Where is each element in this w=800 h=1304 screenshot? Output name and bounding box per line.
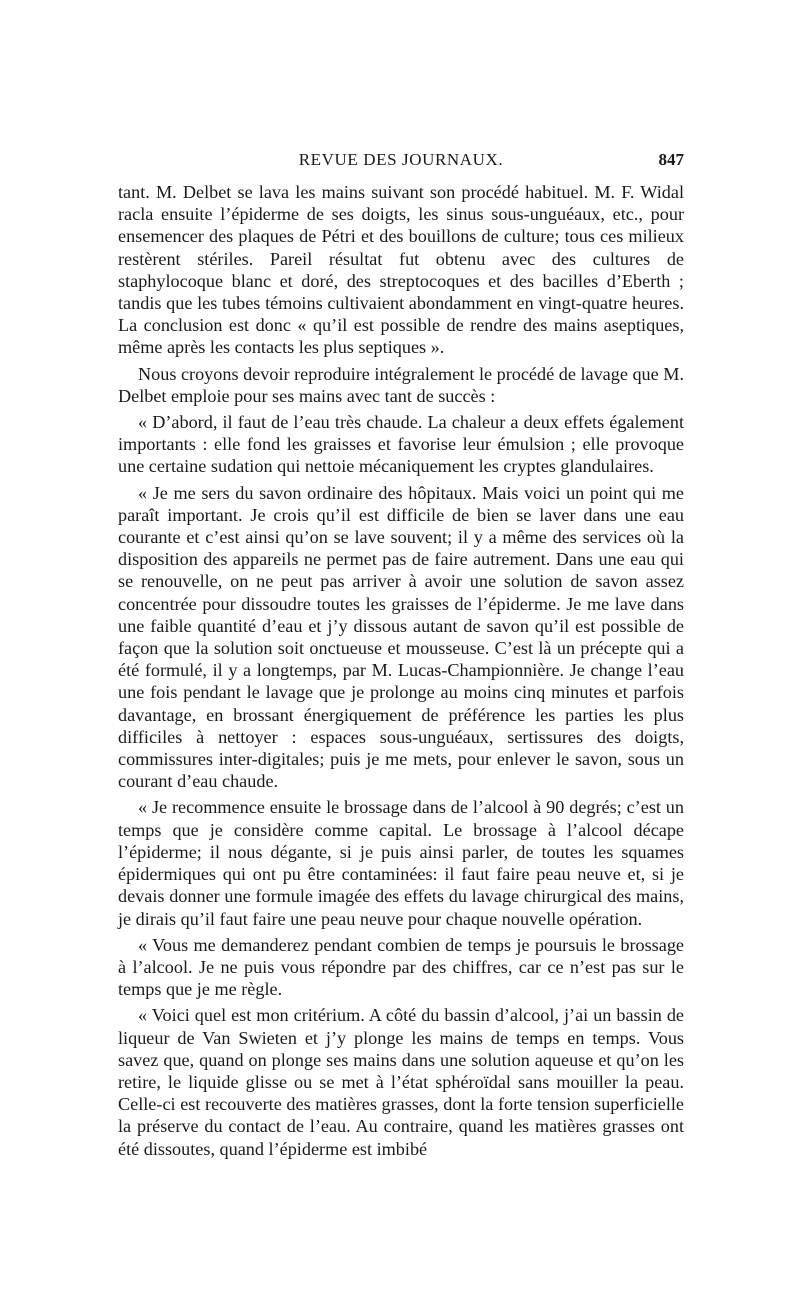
page-number: 847 <box>658 150 684 169</box>
running-header <box>118 150 684 174</box>
paragraph-continued: tant. M. Delbet se lava les mains suivant son procédé habituel. M. F. Widal racla ensuite l’épiderme de ses doigts, les sinus sous-unguéaux, etc., pour ensemencer des plaques de Pétri et des bouillons de culture; tous ces milieux restèrent stériles. Pareil résultat fut obtenu avec des cultures de staphylocoque blanc et doré, des streptocoques et des bacilles d’Eberth ; tandis que les tubes témoins cultivaient abondamment en vingt-quatre heures. La conclusion est donc « qu’il est possible de rendre des mains aseptiques, même après les contacts les plus septiques ». <box>118 182 684 358</box>
quote-paragraph: « D’abord, il faut de l’eau très chaude. La chaleur a deux effets également importants : elle fond les graisses et favorise leur émulsion ; elle provoque une certaine sudation qui nettoie mécaniquement les cryptes glandulaires. <box>118 412 684 477</box>
paragraph: Nous croyons devoir reproduire intégralement le procédé de lavage que M. Delbet emploie pour ses mains avec tant de succès : <box>118 363 684 406</box>
quote-paragraph: « Je me sers du savon ordinaire des hôpitaux. Mais voici un point qui me paraît important. Je crois qu’il est difficile de bien se laver dans une eau courante et c’est ainsi qu’on se lave souvent; il y a même des services où la disposition des appareils ne permet pas de faire autrement. Dans une eau qui se renouvelle, on ne peut pas arriver à avoir une solution de savon assez concentrée pour dissoudre toutes les graisses de l’épiderme. Je me lave dans une faible quantité d’eau et j’y dissous autant de savon qu’il est possible de façon que la solution soit onctueuse et mousseuse. C’est là un précepte qui a été formulé, il y a longtemps, par M. Lucas-Championnière. Je change l’eau une fois pendant le lavage que je prolonge au moins cinq minutes et parfois davantage, en brossant énergiquement de préférence les parties les plus difficiles à nettoyer : espaces sous-unguéaux, sertissures des doigts, commissures inter-digitales; puis je me mets, pour enlever le savon, sous un courant d’eau chaude. <box>118 482 684 792</box>
quote-paragraph: « Vous me demanderez pendant combien de temps je poursuis le brossage à l’alcool. Je ne puis vous répondre par des chiffres, car ce n’est pas sur le temps que je me règle. <box>118 934 684 1000</box>
running-title: REVUE DES JOURNAUX. <box>298 150 504 169</box>
quote-paragraph: « Voici quel est mon critérium. A côté du bassin d’alcool, j’ai un bassin de liqueur de Van Swieten et j’y plonge les mains de temps en temps. Vous savez que, quand on plonge ses mains dans une solution aqueuse et qu’on les retire, le liquide glisse ou se met à l’état sphéroïdal sans mouiller la peau. Celle-ci est recouverte des matières grasses, dont la forte tension superficielle la préserve du contact de l’eau. Au contraire, quand les matières grasses ont été dissoutes, quand l’épiderme est imbibé <box>118 1005 684 1159</box>
quote-paragraph: « Je recommence ensuite le brossage dans de l’alcool à 90 degrés; c’est un temps que je considère comme capital. Le brossage à l’alcool décape l’épiderme; il nous dégante, si je puis ainsi parler, de toutes les squames épidermiques qui ont pu être contaminées: il faut faire peau neuve et, si je devais donner une formule imagée des effets du lavage chirurgical des mains, je dirais qu’il faut faire une peau neuve pour chaque nouvelle opération. <box>118 797 684 929</box>
body-text <box>118 181 684 1164</box>
